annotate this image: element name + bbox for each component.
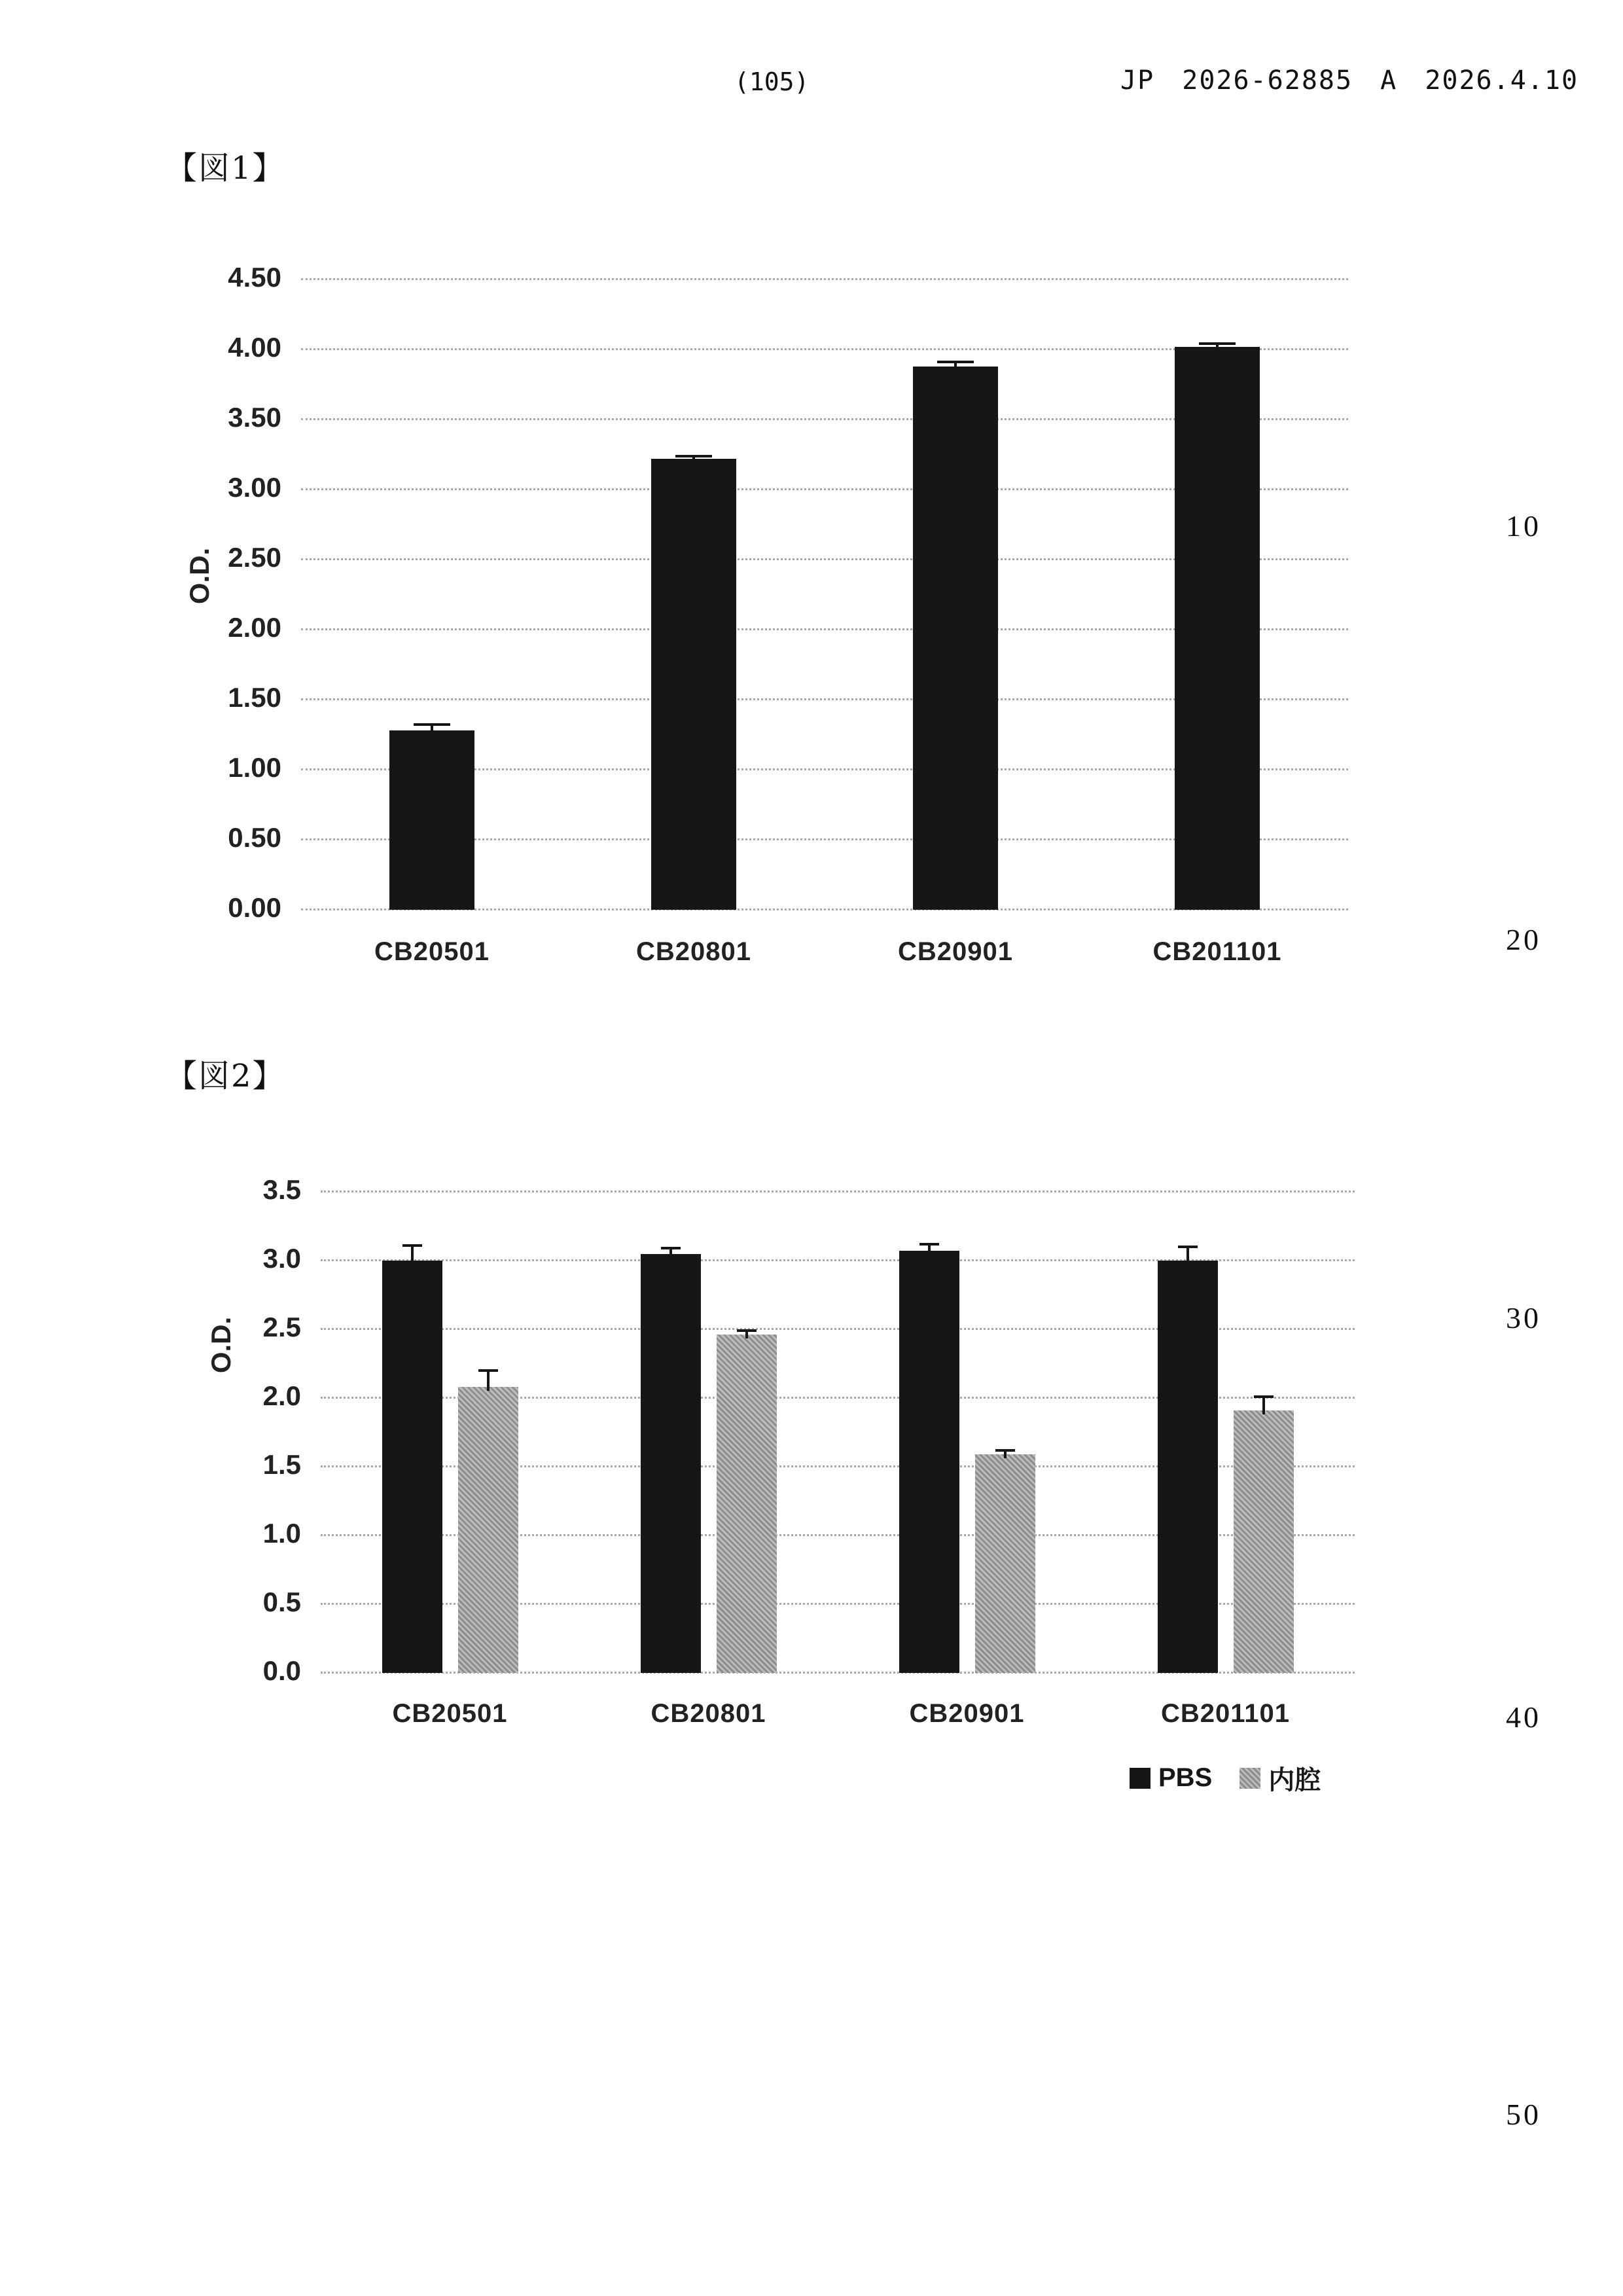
error-bar-stem [411, 1244, 414, 1265]
bar-CB20801 [651, 459, 736, 910]
error-bar [402, 1244, 422, 1261]
y-tick-label: 3.00 [228, 472, 281, 503]
x-category-label-CB20501: CB20501 [392, 1699, 508, 1728]
y-tick-label: 1.50 [228, 682, 281, 713]
error-bar [937, 361, 974, 367]
error-bar-cap [1199, 342, 1236, 345]
error-bar-cap [995, 1449, 1015, 1452]
bar-CB20901-PBS [899, 1251, 959, 1673]
bar-CB20801-内腔 [717, 1335, 777, 1673]
x-category-label-CB201101: CB201101 [1160, 1699, 1291, 1728]
x-category-label-CB20901: CB20901 [909, 1699, 1025, 1728]
legend-entry-naiko [1240, 1759, 1321, 1797]
error-bar-cap [919, 1243, 939, 1246]
bar-CB201101 [1175, 347, 1260, 910]
y-tick-label: 2.0 [262, 1380, 301, 1411]
bar-CB20901 [913, 367, 998, 910]
error-bar-stem [1186, 1246, 1189, 1265]
error-bar [1178, 1246, 1198, 1261]
error-bar [737, 1329, 757, 1335]
figure1-y-axis-label: O.D. [184, 547, 215, 605]
y-tick-label: 3.0 [262, 1243, 301, 1274]
legend-entry-pbs [1130, 1763, 1212, 1793]
y-tick-label: 0.5 [262, 1587, 301, 1617]
bar-CB20501 [389, 730, 474, 910]
bar-CB20501-PBS [382, 1261, 442, 1673]
error-bar-cap [1178, 1246, 1198, 1248]
error-bar-cap [737, 1329, 757, 1332]
error-bar-cap [1254, 1395, 1274, 1398]
error-bar [919, 1243, 939, 1251]
y-tick-label: 0.50 [228, 822, 281, 853]
error-bar [995, 1449, 1015, 1454]
x-category-label-CB20801: CB20801 [651, 1699, 766, 1728]
x-category-label-CB20501: CB20501 [374, 937, 490, 966]
y-tick-label: 2.5 [262, 1312, 301, 1342]
y-tick-label: 1.00 [228, 752, 281, 783]
gridline [321, 1191, 1355, 1193]
x-category-label-CB20801: CB20801 [635, 937, 751, 966]
error-bar [675, 455, 712, 459]
error-bar [1254, 1395, 1274, 1410]
error-bar [661, 1247, 681, 1254]
publication-number: JP 2026-62885 A 2026.4.10 [1120, 65, 1579, 96]
plot-area [228, 262, 1348, 966]
pbs-swatch-icon [1130, 1768, 1150, 1789]
margin-line-number-20: 20 [1506, 923, 1541, 956]
error-bar [414, 723, 450, 730]
y-tick-label: 4.50 [228, 262, 281, 293]
bar-CB201101-内腔 [1234, 1410, 1294, 1673]
y-tick-label: 3.50 [228, 402, 281, 433]
error-bar-cap [937, 361, 974, 363]
margin-line-number-40: 40 [1506, 1700, 1541, 1734]
bar-CB201101-PBS [1158, 1261, 1218, 1673]
error-bar-cap [402, 1244, 422, 1247]
error-bar [1199, 342, 1236, 346]
y-tick-label: 0.0 [262, 1655, 301, 1686]
bar-CB20801-PBS [641, 1254, 701, 1674]
plot-area [262, 1174, 1355, 1728]
error-bar-stem [1262, 1395, 1265, 1414]
error-bar-stem [487, 1369, 490, 1391]
y-tick-label: 2.50 [228, 542, 281, 573]
error-bar-cap [478, 1369, 498, 1372]
x-category-label-CB20901: CB20901 [897, 937, 1013, 966]
margin-line-number-30: 30 [1506, 1301, 1541, 1335]
margin-line-number-10: 10 [1506, 509, 1541, 543]
y-tick-label: 0.00 [228, 892, 281, 923]
figure2-y-axis-label: O.D. [205, 1316, 236, 1374]
margin-line-number-50: 50 [1506, 2098, 1541, 2131]
gridline [301, 278, 1348, 280]
bar-CB20501-内腔 [458, 1387, 518, 1673]
y-tick-label: 1.5 [262, 1449, 301, 1480]
legend-label-naiko: 内腔 [1268, 1766, 1321, 1795]
y-tick-label: 4.00 [228, 332, 281, 363]
y-tick-label: 2.00 [228, 612, 281, 643]
page-number: (105) [734, 67, 810, 96]
error-bar-cap [661, 1247, 681, 1249]
error-bar-cap [414, 723, 450, 726]
figure2-legend [1130, 1759, 1339, 1797]
y-tick-label: 3.5 [262, 1174, 301, 1205]
error-bar [478, 1369, 498, 1387]
figure2-label: 【図2】 [166, 1058, 285, 1094]
naiko-swatch-icon [1240, 1768, 1260, 1789]
y-tick-label: 1.0 [262, 1518, 301, 1549]
error-bar-cap [675, 455, 712, 457]
x-category-label-CB201101: CB201101 [1152, 937, 1282, 966]
figure1-label: 【図1】 [166, 150, 285, 187]
bar-CB20901-内腔 [975, 1454, 1035, 1673]
legend-label-pbs: PBS [1158, 1763, 1213, 1792]
